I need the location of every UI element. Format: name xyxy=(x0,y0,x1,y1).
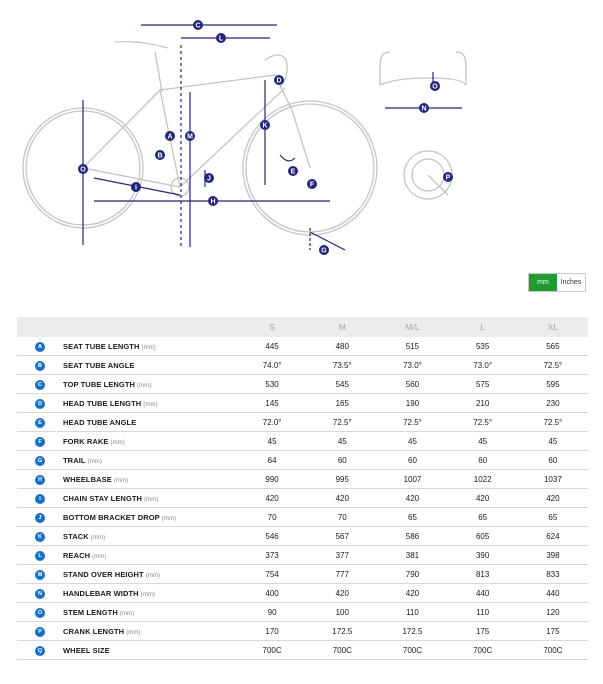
table-row xyxy=(17,451,588,470)
value-cell: 420 xyxy=(377,489,447,508)
value-cell: 586 xyxy=(377,527,447,546)
svg-text:O: O xyxy=(80,166,86,174)
row-name: REACH xyxy=(63,550,91,560)
value-cell: 70 xyxy=(237,508,307,527)
table-row xyxy=(17,603,588,622)
row-letter-cell xyxy=(17,641,63,660)
value-cell: 65 xyxy=(448,508,518,527)
value-cell: 120 xyxy=(518,603,588,622)
table-row xyxy=(17,622,588,641)
table-row xyxy=(17,546,588,565)
header-size: M/L xyxy=(377,317,447,337)
row-unit: (mm) xyxy=(161,515,177,522)
value-cell: 560 xyxy=(377,375,447,394)
value-cell: 624 xyxy=(518,527,588,546)
value-cell: 60 xyxy=(307,451,377,470)
letter-badge: G xyxy=(35,456,45,466)
row-name: BOTTOM BRACKET DROP xyxy=(63,512,160,522)
row-name-cell xyxy=(63,603,237,622)
svg-text:J: J xyxy=(207,175,211,183)
value-cell: 172.5 xyxy=(377,622,447,641)
value-cell: 420 xyxy=(307,584,377,603)
value-cell: 1022 xyxy=(448,470,518,489)
value-cell: 605 xyxy=(448,527,518,546)
value-cell: 60 xyxy=(377,451,447,470)
label-L xyxy=(216,33,226,43)
row-name: HEAD TUBE ANGLE xyxy=(63,417,137,427)
value-cell: 65 xyxy=(377,508,447,527)
value-cell: 190 xyxy=(377,394,447,413)
bike-geometry-diagram xyxy=(0,0,603,265)
row-letter-cell xyxy=(17,584,63,603)
table-row xyxy=(17,413,588,432)
svg-text:C: C xyxy=(195,22,201,30)
row-name: HEAD TUBE LENGTH xyxy=(63,398,142,408)
row-name: SEAT TUBE LENGTH xyxy=(63,341,140,351)
row-unit: (mm) xyxy=(119,610,135,617)
row-unit: (mm) xyxy=(144,496,159,503)
value-cell: 74.0° xyxy=(237,356,307,375)
value-cell: 700C xyxy=(377,641,447,660)
row-name: WHEELBASE xyxy=(63,474,112,484)
letter-badge: L xyxy=(35,551,45,561)
row-name-cell xyxy=(63,546,237,565)
label-M xyxy=(185,131,195,141)
unit-toggle xyxy=(528,273,586,292)
svg-text:L: L xyxy=(218,35,224,43)
value-cell: 90 xyxy=(237,603,307,622)
svg-text:I: I xyxy=(135,184,137,192)
value-cell: 575 xyxy=(448,375,518,394)
row-name-cell xyxy=(63,508,237,527)
row-letter-cell xyxy=(17,470,63,489)
value-cell: 530 xyxy=(237,375,307,394)
letter-badge: B xyxy=(35,361,45,371)
value-cell: 70 xyxy=(307,508,377,527)
row-name-cell xyxy=(63,394,237,413)
value-cell: 754 xyxy=(237,565,307,584)
row-unit: (mm) xyxy=(87,458,102,465)
label-H xyxy=(208,196,218,206)
row-unit: (mm) xyxy=(113,477,129,484)
letter-badge: N xyxy=(35,589,45,599)
label-B xyxy=(155,150,165,160)
letter-badge: P xyxy=(35,627,45,637)
row-name: FORK RAKE xyxy=(63,436,109,446)
label-I xyxy=(131,182,141,192)
row-name-cell xyxy=(63,337,237,356)
inches-button[interactable]: Inches xyxy=(557,274,585,291)
value-cell: 145 xyxy=(237,394,307,413)
value-cell: 813 xyxy=(448,565,518,584)
svg-text:P: P xyxy=(445,174,451,182)
row-letter-cell xyxy=(17,356,63,375)
value-cell: 440 xyxy=(518,584,588,603)
letter-badge: Q xyxy=(35,646,45,656)
row-letter-cell xyxy=(17,508,63,527)
value-cell: 535 xyxy=(448,337,518,356)
value-cell: 480 xyxy=(307,337,377,356)
table-row xyxy=(17,394,588,413)
value-cell: 165 xyxy=(307,394,377,413)
row-unit: (mm) xyxy=(110,439,125,446)
value-cell: 72.5° xyxy=(377,413,447,432)
table-row xyxy=(17,337,588,356)
row-name: STAND OVER HEIGHT xyxy=(63,569,144,579)
value-cell: 567 xyxy=(307,527,377,546)
row-name-cell xyxy=(63,622,237,641)
value-cell: 595 xyxy=(518,375,588,394)
value-cell: 777 xyxy=(307,565,377,584)
value-cell: 72.5° xyxy=(448,413,518,432)
value-cell: 400 xyxy=(237,584,307,603)
row-unit: (mm) xyxy=(137,382,152,389)
row-letter-cell xyxy=(17,527,63,546)
row-name-cell xyxy=(63,432,237,451)
value-cell: 398 xyxy=(518,546,588,565)
value-cell: 1007 xyxy=(377,470,447,489)
row-name-cell xyxy=(63,413,237,432)
row-unit: (mm) xyxy=(90,534,106,541)
row-name: WHEEL SIZE xyxy=(63,645,110,655)
letter-badge: O xyxy=(35,608,45,618)
value-cell: 175 xyxy=(518,622,588,641)
value-cell: 72.5° xyxy=(518,356,588,375)
value-cell: 440 xyxy=(448,584,518,603)
value-cell: 60 xyxy=(448,451,518,470)
value-cell: 73.0° xyxy=(448,356,518,375)
label-O xyxy=(78,164,88,174)
svg-text:E: E xyxy=(290,168,296,176)
value-cell: 445 xyxy=(237,337,307,356)
value-cell: 73.5° xyxy=(307,356,377,375)
row-unit: (mm) xyxy=(141,344,156,351)
value-cell: 45 xyxy=(448,432,518,451)
row-name-cell xyxy=(63,470,237,489)
value-cell: 72.5° xyxy=(518,413,588,432)
value-cell: 110 xyxy=(377,603,447,622)
value-cell: 1037 xyxy=(518,470,588,489)
value-cell: 65 xyxy=(518,508,588,527)
letter-badge: D xyxy=(35,399,45,409)
value-cell: 377 xyxy=(307,546,377,565)
row-name: TOP TUBE LENGTH xyxy=(63,379,136,389)
value-cell: 833 xyxy=(518,565,588,584)
value-cell: 45 xyxy=(237,432,307,451)
value-cell: 60 xyxy=(518,451,588,470)
table-row xyxy=(17,356,588,375)
row-letter-cell xyxy=(17,375,63,394)
row-letter-cell xyxy=(17,394,63,413)
value-cell: 545 xyxy=(307,375,377,394)
value-cell: 565 xyxy=(518,337,588,356)
value-cell: 420 xyxy=(518,489,588,508)
value-cell: 210 xyxy=(448,394,518,413)
header-blank xyxy=(17,317,63,337)
label-E xyxy=(288,166,298,176)
row-letter-cell xyxy=(17,546,63,565)
header-blank-name xyxy=(63,317,237,337)
table-row xyxy=(17,565,588,584)
row-name-cell xyxy=(63,356,237,375)
row-name-cell xyxy=(63,489,237,508)
row-unit: (mm) xyxy=(145,572,161,579)
row-name: STACK xyxy=(63,531,89,541)
label-J xyxy=(204,173,214,183)
label-C xyxy=(193,20,203,30)
value-cell: 73.0° xyxy=(377,356,447,375)
geometry-table xyxy=(17,317,588,660)
header-size: S xyxy=(237,317,307,337)
letter-badge: J xyxy=(35,513,45,523)
value-cell: 100 xyxy=(307,603,377,622)
value-cell: 700C xyxy=(518,641,588,660)
row-letter-cell xyxy=(17,622,63,641)
value-cell: 420 xyxy=(377,584,447,603)
letter-badge: C xyxy=(35,380,45,390)
value-cell: 72.5° xyxy=(307,413,377,432)
svg-text:A: A xyxy=(167,133,173,141)
label-N xyxy=(419,103,429,113)
letter-badge: K xyxy=(35,532,45,542)
row-name: TRAIL xyxy=(63,455,86,465)
row-unit: (mm) xyxy=(92,553,107,560)
value-cell: 45 xyxy=(377,432,447,451)
svg-text:H: H xyxy=(210,198,216,206)
table-row xyxy=(17,432,588,451)
row-unit: (mm) xyxy=(126,629,141,636)
table-header-row xyxy=(17,317,588,337)
value-cell: 390 xyxy=(448,546,518,565)
row-letter-cell xyxy=(17,451,63,470)
mm-button[interactable]: mm xyxy=(529,274,557,291)
label-G xyxy=(319,245,329,255)
row-name: SEAT TUBE ANGLE xyxy=(63,360,135,370)
value-cell: 515 xyxy=(377,337,447,356)
svg-text:K: K xyxy=(262,122,268,130)
table-row xyxy=(17,489,588,508)
label-K xyxy=(260,120,270,130)
label-D xyxy=(274,75,284,85)
table-row xyxy=(17,508,588,527)
letter-badge: E xyxy=(35,418,45,428)
letter-badge: F xyxy=(35,437,45,447)
table-row xyxy=(17,470,588,489)
value-cell: 420 xyxy=(237,489,307,508)
row-name-cell xyxy=(63,451,237,470)
svg-text:D: D xyxy=(276,77,282,85)
svg-text:M: M xyxy=(187,133,193,141)
value-cell: 700C xyxy=(448,641,518,660)
value-cell: 546 xyxy=(237,527,307,546)
header-size: XL xyxy=(518,317,588,337)
row-letter-cell xyxy=(17,413,63,432)
value-cell: 230 xyxy=(518,394,588,413)
row-name: CHAIN STAY LENGTH xyxy=(63,493,143,503)
table-row xyxy=(17,375,588,394)
value-cell: 995 xyxy=(307,470,377,489)
value-cell: 72.0° xyxy=(237,413,307,432)
value-cell: 172.5 xyxy=(307,622,377,641)
row-name-cell xyxy=(63,375,237,394)
value-cell: 373 xyxy=(237,546,307,565)
svg-text:G: G xyxy=(321,247,327,255)
table-row xyxy=(17,584,588,603)
label-A xyxy=(165,131,175,141)
label-P xyxy=(443,172,453,182)
label-F xyxy=(307,179,317,189)
svg-text:N: N xyxy=(421,105,427,113)
value-cell: 175 xyxy=(448,622,518,641)
svg-text:O: O xyxy=(432,83,438,91)
value-cell: 420 xyxy=(448,489,518,508)
letter-badge: A xyxy=(35,342,45,352)
header-size: M xyxy=(307,317,377,337)
row-name-cell xyxy=(63,565,237,584)
letter-badge: M xyxy=(35,570,45,580)
value-cell: 700C xyxy=(237,641,307,660)
row-unit: (mm) xyxy=(143,401,158,408)
row-name-cell xyxy=(63,641,237,660)
value-cell: 110 xyxy=(448,603,518,622)
svg-text:F: F xyxy=(309,181,315,189)
row-name: STEM LENGTH xyxy=(63,607,118,617)
value-cell: 64 xyxy=(237,451,307,470)
row-name: HANDLEBAR WIDTH xyxy=(63,588,139,598)
letter-badge: I xyxy=(35,494,45,504)
header-size: L xyxy=(448,317,518,337)
value-cell: 790 xyxy=(377,565,447,584)
row-letter-cell xyxy=(17,337,63,356)
table-row xyxy=(17,641,588,660)
row-letter-cell xyxy=(17,603,63,622)
value-cell: 45 xyxy=(307,432,377,451)
row-unit: (mm) xyxy=(140,591,156,598)
value-cell: 990 xyxy=(237,470,307,489)
row-name: CRANK LENGTH xyxy=(63,626,125,636)
table-body xyxy=(17,337,588,660)
row-name-cell xyxy=(63,584,237,603)
letter-badge: H xyxy=(35,475,45,485)
value-cell: 381 xyxy=(377,546,447,565)
value-cell: 45 xyxy=(518,432,588,451)
value-cell: 700C xyxy=(307,641,377,660)
value-cell: 420 xyxy=(307,489,377,508)
row-letter-cell xyxy=(17,565,63,584)
row-letter-cell xyxy=(17,432,63,451)
row-name-cell xyxy=(63,527,237,546)
label-O-stem xyxy=(430,81,440,91)
row-letter-cell xyxy=(17,489,63,508)
table-row xyxy=(17,527,588,546)
svg-text:B: B xyxy=(157,152,163,160)
value-cell: 170 xyxy=(237,622,307,641)
